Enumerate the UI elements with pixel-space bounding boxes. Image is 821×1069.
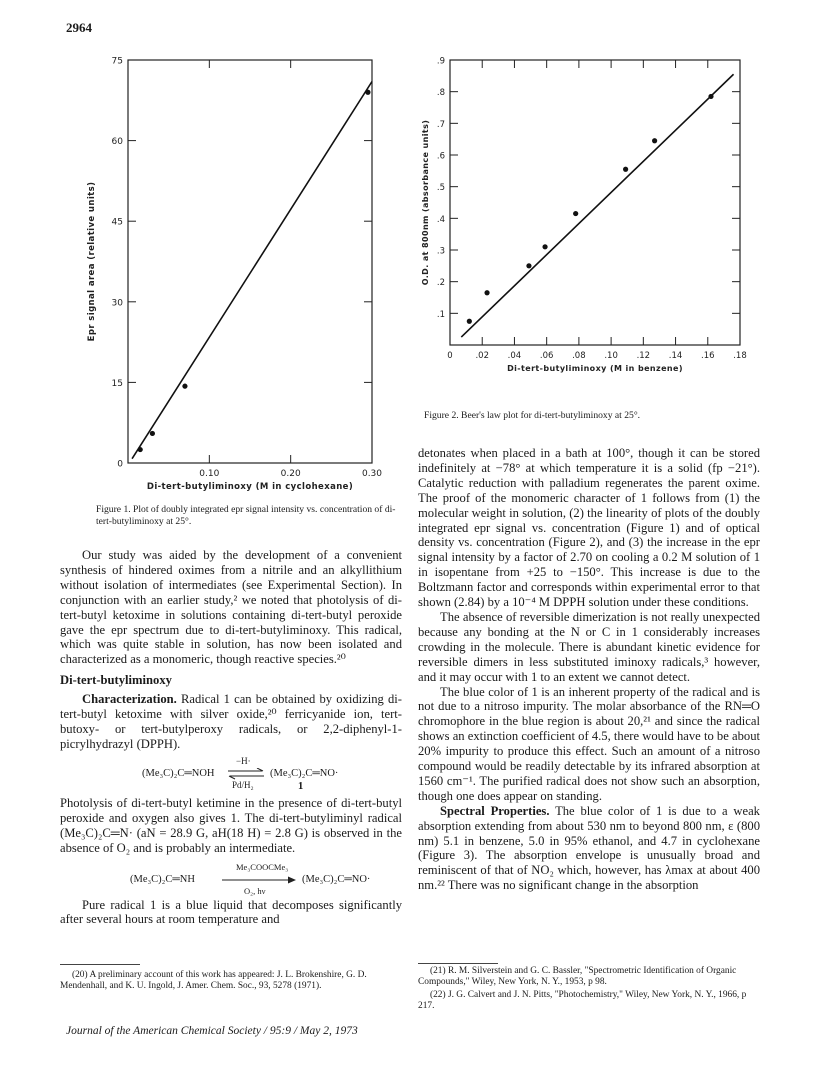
equation-2-arrow-top: Me₃COOCMe₃ bbox=[236, 861, 289, 872]
y-tick-label: .3 bbox=[436, 246, 445, 257]
data-point bbox=[182, 384, 187, 389]
pure-radical-paragraph: Pure radical 1 is a blue liquid that decomposes significantly after several hours at room temperature and bbox=[60, 897, 402, 927]
y-tick-label: .5 bbox=[436, 183, 445, 194]
figure-2-caption: Figure 2. Beer's law plot for di-tert-butyliminoxy at 25°. bbox=[424, 410, 641, 421]
y-tick-label: .6 bbox=[436, 151, 445, 162]
data-point bbox=[467, 319, 472, 324]
y-tick-label: .1 bbox=[436, 309, 445, 320]
dimerization-paragraph: The absence of reversible dimerization is not really unexpected because any bonding at the N or C in 1 considerably increases crowding in the molecule. There is abundant kinetic evidence for reversible dimers in less substituted iminoxy radicals,³ however, and it may occur with 1 to an extent we cannot detect. bbox=[418, 609, 760, 684]
y-tick-label: .8 bbox=[436, 88, 445, 99]
page-number: 2964 bbox=[66, 20, 92, 35]
y-axis-label: O.D. at 800nm (absorbance units) bbox=[421, 119, 430, 286]
data-point bbox=[652, 138, 657, 143]
spectral-run-head: Spectral Properties. bbox=[440, 803, 550, 818]
x-tick-label: 0.10 bbox=[199, 469, 220, 479]
intro-paragraph: Our study was aided by the development of a convenient synthesis of hindered oximes from a nitrile and an alkyllithium without isolation of intermediates (see Experimental Section). In conjunction with an earlier study,² we noted that photolysis of di-tert-butyl ketoxime in solutions containing di-tert-butyl peroxide gave the epr spectrum due to di-tert-butyliminoxy. This radical, which was quite stable in solution, has now been isolated and characterized as a monomeric, though reactive species.²⁰ bbox=[60, 548, 402, 667]
fit-line bbox=[132, 81, 372, 458]
journal-footer: Journal of the American Chemical Society / 95:9 / May 2, 1973 bbox=[66, 1025, 358, 1037]
spectral-properties-paragraph bbox=[418, 804, 760, 893]
left-column bbox=[60, 548, 402, 927]
equation-2-arrow-bottom: O₂, hν bbox=[244, 885, 266, 896]
equation-2 bbox=[60, 860, 402, 898]
x-tick-label: .06 bbox=[539, 351, 554, 361]
y-tick-label: .4 bbox=[436, 214, 445, 225]
equation-1-product: (Me₃C)₂C═NO· bbox=[270, 767, 339, 779]
data-point bbox=[708, 94, 713, 99]
equation-1-label: 1 bbox=[298, 780, 304, 792]
footnote-21: (21) R. M. Silverstein and G. C. Bassler, "Spectrometric Identification of Organic Compounds," Wiley, New York, N. Y., 1953, p 98. bbox=[418, 966, 737, 988]
equation-1 bbox=[60, 756, 402, 796]
footnote-22: (22) J. G. Calvert and J. N. Pitts, "Photochemistry," Wiley, New York, N. Y., 1966, p 217. bbox=[418, 990, 747, 1012]
y-tick-label: 15 bbox=[111, 378, 123, 389]
plot-frame bbox=[128, 60, 372, 463]
equation-1-reactant: (Me₃C)₂C═NOH bbox=[142, 767, 215, 779]
y-tick-label: 75 bbox=[111, 56, 123, 67]
x-axis-label: Di-tert-butyliminoxy (M in cyclohexane) bbox=[146, 482, 354, 492]
data-point bbox=[484, 290, 489, 295]
x-tick-label: .12 bbox=[636, 351, 651, 361]
y-tick-label: .2 bbox=[436, 278, 445, 289]
data-point bbox=[623, 167, 628, 172]
x-tick-label: .14 bbox=[668, 351, 683, 361]
characterization-paragraph bbox=[60, 692, 402, 752]
data-point bbox=[526, 263, 531, 268]
y-tick-label: 30 bbox=[111, 298, 123, 309]
detonation-paragraph: detonates when placed in a bath at 100°, though it can be stored indefinitely at −78° at which temperature it is a solid (fp −21°). Catalytic reduction with palladium regenerates the parent oxime. The proof of the monomeric character of 1 follows from (1) the molecular weight in solution, (2) the linearity of plots of the doubly integrated epr signal vs. concentration (Figure 1) and of optical density vs. concentration (Figure 2), and (3) the increase in the epr signal intensity by a factor of 2.70 on cooling a 0.2 M solution of 1 in isopentane from +25 to −150°. This increase is due to the Boltzmann factor and corresponds within experimental error to that shown (2.84) by a 10⁻⁴ M DPPH solution under these conditions. bbox=[418, 446, 760, 610]
right-column bbox=[418, 446, 760, 893]
figure-2-chart bbox=[418, 50, 763, 405]
data-point bbox=[573, 211, 578, 216]
characterization-run-head: Characterization. bbox=[82, 692, 177, 707]
spectral-text: The blue color of 1 is due to a weak absorption extending from about 530 nm to beyond 800 nm, ε (800 nm) 5.1 in benzene, 5.0 in 95% ethanol, and 4.7 in cyclohexane (Figure 3). The absorption envelope is unusually broad and reminiscent of that of NO₂ which, however, has λmax at about 400 nm.²² There was no significant change in the absorption bbox=[418, 803, 760, 893]
x-tick-label: .08 bbox=[572, 351, 586, 361]
y-axis-label: Epr signal area (relative units) bbox=[87, 181, 97, 342]
reaction-arrow-icon bbox=[220, 875, 298, 885]
data-point bbox=[150, 431, 155, 436]
equation-1-arrow-top: −H· bbox=[236, 755, 251, 766]
equilibrium-arrow-icon bbox=[226, 768, 266, 780]
blue-color-paragraph: The blue color of 1 is an inherent property of the radical and is not due to a nitroso impurity. The molar absorbance of the RN═O chromophore in the blue region is about 20,²¹ and since the radical shows an extinction coefficient of 4.5, there would have to be about 20% impurity to produce this effect. Such an amount of a nitroso compound would be readily detectable by its infrared absorption at 1560 cm⁻¹. The purified radical does not show such an absorption, though one does appear on standing. bbox=[418, 684, 760, 803]
figure-1-caption: Figure 1. Plot of doubly integrated epr signal intensity vs. concentration of di-tert-butyliminoxy at 25°. bbox=[96, 504, 396, 527]
footnote-divider bbox=[60, 964, 140, 965]
y-tick-label: 45 bbox=[111, 217, 123, 228]
figure-1-chart bbox=[60, 50, 405, 505]
equation-2-product: (Me₃C)₂C═NO· bbox=[302, 873, 371, 885]
fit-line bbox=[461, 74, 733, 337]
equation-1-arrow-bottom: Pd/H₂ bbox=[232, 779, 254, 790]
y-tick-label: .7 bbox=[436, 119, 445, 130]
footnote-20: (20) A preliminary account of this work has appeared: J. L. Brokenshire, G. D. Mendenhall, and K. U. Ingold, J. Amer. Chem. Soc., 93, 5278 (1971). bbox=[60, 970, 367, 992]
footnote-divider-right bbox=[418, 963, 498, 964]
photolysis-paragraph: Photolysis of di-tert-butyl ketimine in the presence of di-tert-butyl peroxide and oxygen also gives 1. The di-tert-butyliminyl radical (Me₃C)₂C═N· (aN = 28.9 G, aH(18 H) = 2.8 G) is observed in the absence of O₂ and is probably an intermediate. bbox=[60, 795, 402, 855]
y-tick-label: 60 bbox=[111, 137, 123, 148]
characterization-text: Radical 1 can be obtained by oxidizing di-tert-butyl ketoxime with silver oxide,²⁰ ferricyanide ion, tert-butoxy- or tert-butylperoxy radicals, or 2,2-diphenyl-1-picrylhydrazyl (DPPH). bbox=[60, 692, 402, 751]
x-tick-label: .10 bbox=[604, 351, 618, 361]
x-tick-label: .02 bbox=[475, 351, 489, 361]
x-tick-label: .16 bbox=[701, 351, 715, 361]
x-tick-label: 0.20 bbox=[280, 469, 301, 479]
x-tick-label: .18 bbox=[733, 351, 747, 361]
y-tick-label: .9 bbox=[436, 56, 445, 67]
plot-frame bbox=[450, 60, 740, 345]
y-tick-label: 0 bbox=[117, 459, 123, 470]
x-axis-label: Di-tert-butyliminoxy (M in benzene) bbox=[507, 364, 683, 373]
data-point bbox=[138, 447, 143, 452]
data-point bbox=[365, 90, 370, 95]
x-tick-label: 0.30 bbox=[361, 469, 383, 479]
equation-2-reactant: (Me₃C)₂C═NH bbox=[130, 873, 195, 885]
x-tick-label: .04 bbox=[507, 351, 522, 361]
section-heading: Di-tert-butyliminoxy bbox=[60, 673, 172, 688]
x-tick-label: 0 bbox=[447, 351, 453, 361]
data-point bbox=[542, 244, 547, 249]
